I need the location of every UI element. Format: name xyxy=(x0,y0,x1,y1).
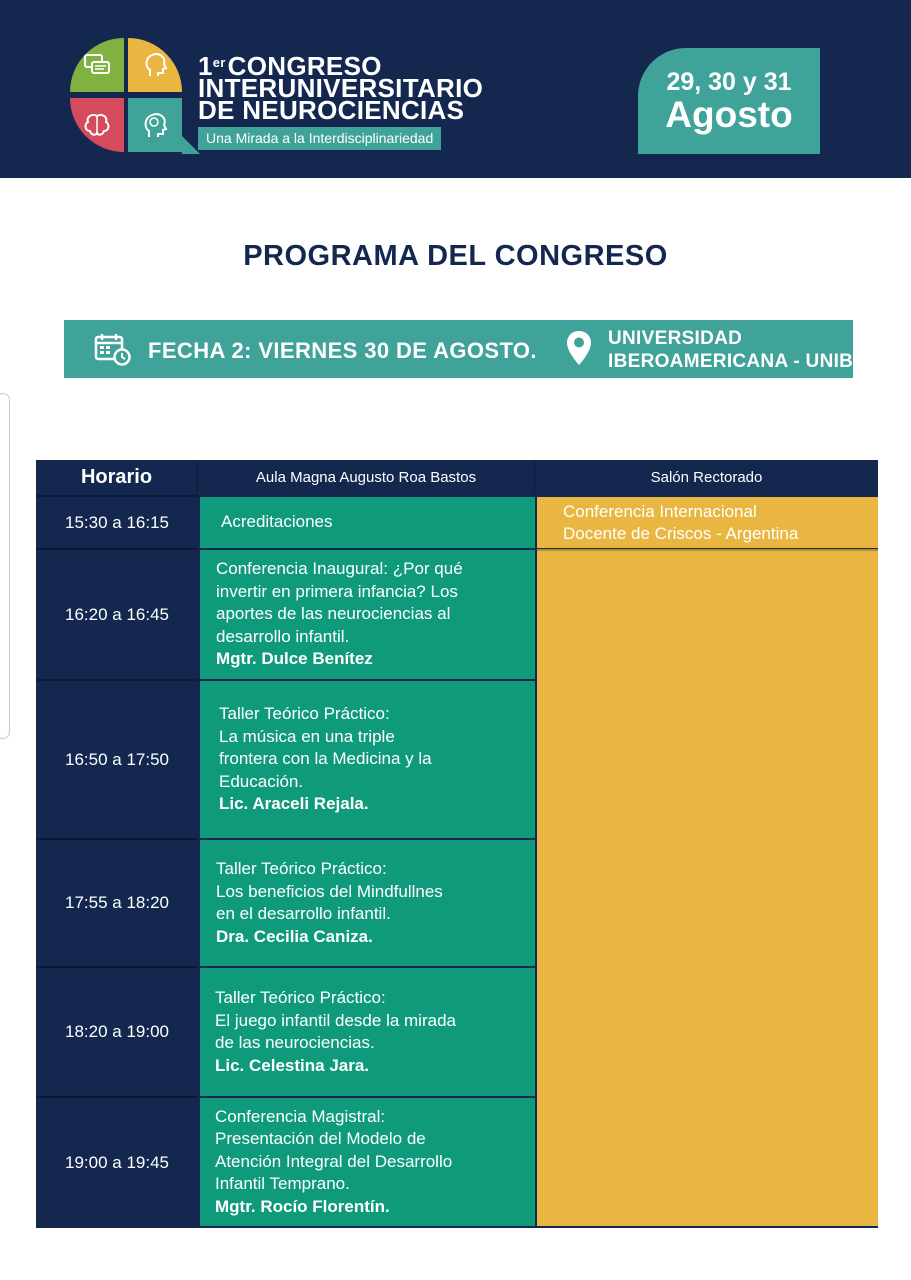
header-salon-rectorado: Salón Rectorado xyxy=(650,469,763,486)
congress-title: 1erCONGRESO INTERUNIVERSITARIO DE NEUROCIENCIAS Una Mirada a la Interdisciplinariedad xyxy=(198,52,518,150)
salon-fill xyxy=(537,549,878,1226)
speaker-name: Lic. Araceli Rejala. xyxy=(219,794,369,814)
congress-logo xyxy=(70,38,184,154)
session-cell: Conferencia Magistral: Presentación del Modelo de Atención Integral del Desarrollo Infantil Temprano. Mgtr. Rocío Florentín. xyxy=(200,1096,535,1226)
time-slot: 17:55 a 18:20 xyxy=(36,838,198,966)
header-horario: Horario xyxy=(36,460,198,495)
session-cell: Taller Teórico Práctico: Los beneficios del Mindfullnes en el desarrollo infantil. Dra. Cecilia Caniza. xyxy=(200,838,535,966)
head-icon xyxy=(128,38,182,92)
speaker-name: Dra. Cecilia Caniza. xyxy=(216,926,373,946)
session-cell: Taller Teórico Práctico: El juego infantil desde la mirada de las neurociencias. Lic. Celestina Jara. xyxy=(200,966,535,1096)
session-cell: Conferencia Inaugural: ¿Por qué invertir en primera infancia? Los aportes de las neurociencias al desarrollo infantil. Mgtr. Dulce Benítez xyxy=(200,548,535,679)
congress-subtitle: Una Mirada a la Interdisciplinariedad xyxy=(198,127,441,150)
speaker-name: Lic. Celestina Jara. xyxy=(215,1055,370,1075)
info-bar xyxy=(64,320,867,378)
time-slot: 16:20 a 16:45 xyxy=(36,548,198,679)
header-banner xyxy=(0,0,911,178)
time-slot: 16:50 a 17:50 xyxy=(36,679,198,838)
time-slot: 18:20 a 19:00 xyxy=(36,966,198,1096)
session-cell: Taller Teórico Práctico: La música en una triple frontera con la Medicina y la Educación. Lic. Araceli Rejala. xyxy=(200,679,535,838)
speaker-name: Mgtr. Rocío Florentín. xyxy=(215,1196,390,1216)
speaker-name: Mgtr. Dulce Benítez xyxy=(216,649,373,669)
page-title: PROGRAMA DEL CONGRESO xyxy=(243,240,668,272)
header-aula-magna: Aula Magna Augusto Roa Bastos xyxy=(198,460,535,495)
time-slot: 19:00 a 19:45 xyxy=(36,1096,198,1228)
calendar-clock-icon xyxy=(94,332,132,366)
event-date: FECHA 2: VIERNES 30 DE AGOSTO. xyxy=(148,338,537,363)
brain-head-icon xyxy=(128,98,182,152)
location-pin-icon xyxy=(566,330,592,366)
session-cell: Acreditaciones xyxy=(200,495,535,548)
event-dates: 29, 30 y 31 Agosto xyxy=(638,48,820,154)
brain-icon xyxy=(70,98,124,152)
venue: UNIVERSIDAD IBEROAMERICANA - UNIBE xyxy=(608,328,867,372)
time-slot: 15:30 a 16:15 xyxy=(36,495,198,548)
chat-icon xyxy=(70,38,124,92)
scroll-indicator xyxy=(0,393,10,739)
salon-session-cell: Conferencia Internacional Docente de Criscos - Argentina xyxy=(537,495,878,548)
schedule-table xyxy=(36,460,878,1228)
